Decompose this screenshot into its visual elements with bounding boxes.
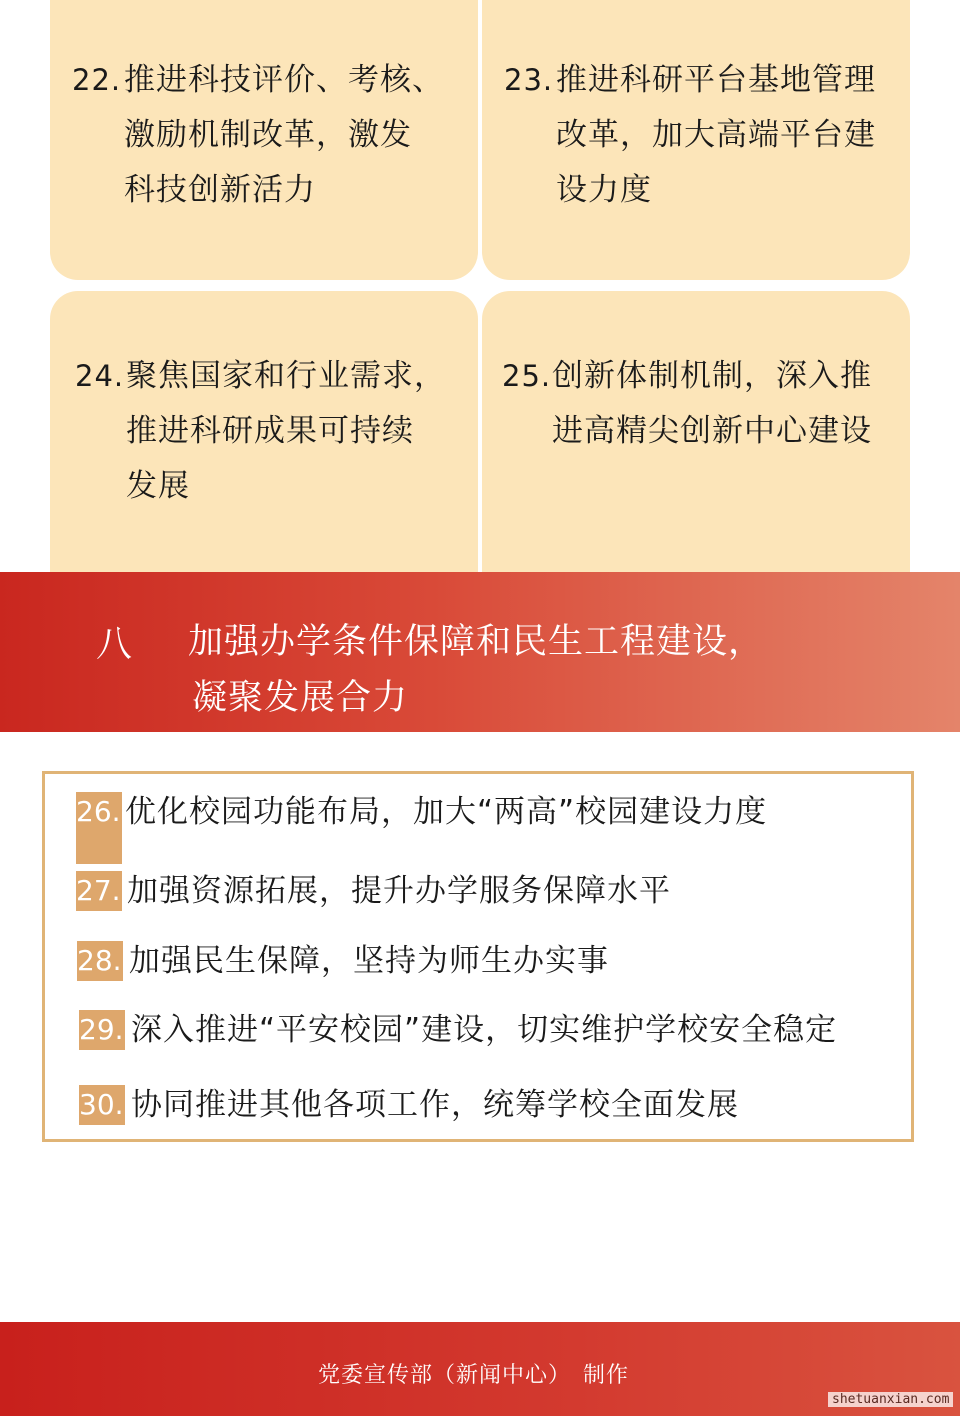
list-item-number: 30.: [79, 1085, 125, 1125]
item-text-line: 激励机制改革，激发: [124, 117, 412, 153]
list-item-text: 协同推进其他各项工作，统筹学校全面发展: [131, 1087, 739, 1123]
section-title-line-1: 加强办学条件保障和民生工程建设，: [188, 622, 765, 662]
footer-bar: [0, 1322, 960, 1416]
item-number: 24.: [75, 359, 125, 393]
list-item-30: [45, 1085, 905, 1125]
list-item-text: 加强民生保障，坚持为师生办实事: [129, 943, 609, 979]
list-item-number: 28.: [77, 941, 123, 981]
item-text-line: 设力度: [556, 172, 652, 208]
list-item-number: 26.: [76, 792, 122, 832]
watermark: shetuanxian.com: [828, 1392, 953, 1407]
item-text-line: 进高精尖创新中心建设: [552, 413, 872, 449]
list-item-text: 加强资源拓展，提升办学服务保障水平: [127, 873, 671, 909]
section-title-line-2: 凝聚发展合力: [192, 678, 409, 718]
item-number: 25.: [502, 359, 552, 393]
list-item-29: [45, 1010, 905, 1050]
list-item-number: 29.: [79, 1010, 125, 1050]
item-text-line: 科技创新活力: [124, 172, 316, 208]
list-item-text: 深入推进“平安校园”建设，切实维护学校安全稳定: [131, 1012, 838, 1048]
item-number: 22.: [72, 63, 122, 97]
item-number: 23.: [504, 63, 554, 97]
item-text-line: 聚焦国家和行业需求，: [126, 358, 446, 394]
item-text-line: 改革，加大高端平台建: [556, 117, 876, 153]
list-item-26: [45, 792, 905, 832]
item-text-line: 推进科研成果可持续: [126, 413, 414, 449]
list-item-text: 优化校园功能布局，加大“两高”校园建设力度: [125, 794, 768, 830]
item-text-line: 创新体制机制，深入推: [552, 358, 872, 394]
item-text-line: 推进科研平台基地管理: [556, 62, 876, 98]
item-text-line: 发展: [126, 468, 190, 504]
section-numeral: 八: [96, 624, 133, 665]
section-banner: [0, 572, 960, 732]
card-item-24: [50, 291, 478, 572]
card-item-25: [482, 291, 910, 572]
footer-credit: 党委宣传部（新闻中心） 制作: [318, 1363, 630, 1388]
task-list: [42, 771, 914, 1142]
list-item-28: [45, 941, 905, 981]
list-item-27: [45, 871, 905, 911]
card-item-23: [482, 0, 910, 280]
card-item-22: [50, 0, 478, 280]
item-text-line: 推进科技评价、考核、: [124, 62, 444, 98]
list-item-number: 27.: [76, 871, 122, 911]
